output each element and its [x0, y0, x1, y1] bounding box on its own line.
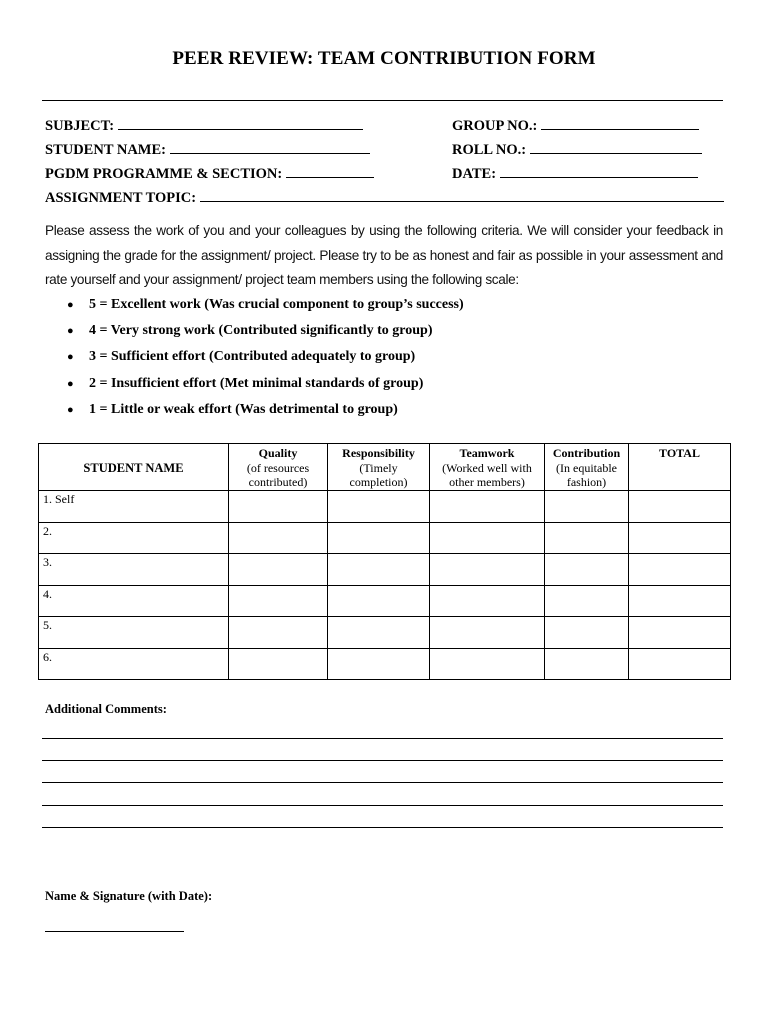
teamwork-cell[interactable] — [430, 648, 545, 680]
quality-cell[interactable] — [229, 617, 328, 649]
scale-item: ● 5 = Excellent work (Was crucial component to group’s success) — [67, 294, 464, 320]
comment-line[interactable] — [42, 782, 723, 783]
programme-fill-line[interactable] — [286, 165, 374, 178]
row-label: 6. — [39, 648, 229, 680]
instructions-text: Please assess the work of you and your colleagues by using the following criteria. We will consider your feedback in assigning the grade for the assignment/ project. Please try to be as honest and fair as possible in your assessment and rate yourself and your assignment/ project team members using the following scale: — [45, 223, 723, 287]
table-row — [39, 522, 731, 554]
table-header-row — [39, 444, 731, 491]
contribution-cell[interactable] — [545, 585, 629, 617]
contribution-cell[interactable] — [545, 617, 629, 649]
subject-field[interactable] — [45, 117, 363, 135]
scale-item: ● 1 = Little or weak effort (Was detrimental to group) — [67, 399, 464, 425]
scale-item: ● 3 = Sufficient effort (Contributed adequately to group) — [67, 346, 464, 372]
student-name-label: STUDENT NAME: — [45, 142, 166, 158]
comment-line[interactable] — [42, 760, 723, 761]
programme-field[interactable] — [45, 165, 374, 183]
student-name-field[interactable] — [45, 141, 370, 159]
teamwork-cell[interactable] — [430, 522, 545, 554]
table-row — [39, 554, 731, 586]
responsibility-cell[interactable] — [328, 491, 430, 523]
date-label: DATE: — [452, 166, 497, 182]
comment-line[interactable] — [42, 827, 723, 828]
bullet-icon: ● — [67, 351, 74, 364]
assignment-topic-fill-line[interactable] — [200, 189, 724, 202]
total-cell[interactable] — [629, 648, 731, 680]
teamwork-cell[interactable] — [430, 491, 545, 523]
quality-cell[interactable] — [229, 522, 328, 554]
date-fill-line[interactable] — [500, 165, 698, 178]
responsibility-cell[interactable] — [328, 585, 430, 617]
quality-cell[interactable] — [229, 648, 328, 680]
comment-line[interactable] — [42, 805, 723, 806]
bullet-icon: ● — [67, 403, 74, 416]
group-no-fill-line[interactable] — [541, 117, 699, 130]
bullet-icon: ● — [67, 325, 74, 338]
student-name-fill-line[interactable] — [170, 141, 370, 154]
bullet-icon: ● — [67, 299, 74, 311]
header-total: TOTAL — [629, 444, 731, 491]
group-no-label: GROUP NO.: — [452, 118, 538, 134]
group-no-field[interactable] — [452, 117, 699, 135]
roll-no-label: ROLL NO.: — [452, 142, 527, 158]
row-label: 2. — [39, 522, 229, 554]
signature-line[interactable] — [45, 931, 184, 932]
responsibility-cell[interactable] — [328, 554, 430, 586]
title-divider — [42, 100, 723, 101]
contribution-cell[interactable] — [545, 554, 629, 586]
total-cell[interactable] — [629, 617, 731, 649]
teamwork-cell[interactable] — [430, 554, 545, 586]
assignment-topic-label: ASSIGNMENT TOPIC: — [45, 190, 197, 206]
total-cell[interactable] — [629, 491, 731, 523]
header-quality: Quality (of resources contributed) — [229, 444, 328, 491]
teamwork-cell[interactable] — [430, 585, 545, 617]
header-contribution: Contribution (In equitable fashion) — [545, 444, 629, 491]
assignment-topic-field[interactable] — [45, 189, 724, 207]
roll-no-fill-line[interactable] — [530, 141, 702, 154]
subject-fill-line[interactable] — [118, 117, 363, 130]
responsibility-cell[interactable] — [328, 648, 430, 680]
date-field[interactable] — [452, 165, 698, 183]
teamwork-cell[interactable] — [430, 617, 545, 649]
total-cell[interactable] — [629, 585, 731, 617]
quality-cell[interactable] — [229, 554, 328, 586]
contribution-table — [38, 443, 731, 680]
row-label: 3. — [39, 554, 229, 586]
header-teamwork: Teamwork (Worked well with other members) — [430, 444, 545, 491]
page-title: PEER REVIEW: TEAM CONTRIBUTION FORM — [172, 48, 596, 69]
contribution-cell[interactable] — [545, 522, 629, 554]
contribution-cell[interactable] — [545, 648, 629, 680]
table-row — [39, 648, 731, 680]
row-label: 1. Self — [39, 491, 229, 523]
header-student-name: STUDENT NAME — [39, 444, 229, 491]
responsibility-cell[interactable] — [328, 522, 430, 554]
signature-label: Name & Signature (with Date): — [45, 889, 213, 903]
row-label: 4. — [39, 585, 229, 617]
quality-cell[interactable] — [229, 491, 328, 523]
scale-item: ● 4 = Very strong work (Contributed significantly to group) — [67, 320, 464, 346]
contribution-cell[interactable] — [545, 491, 629, 523]
comment-line[interactable] — [42, 738, 723, 739]
programme-label: PGDM PROGRAMME & SECTION: — [45, 166, 283, 182]
table-row — [39, 617, 731, 649]
row-label: 5. — [39, 617, 229, 649]
quality-cell[interactable] — [229, 585, 328, 617]
rating-scale-list — [67, 294, 464, 425]
total-cell[interactable] — [629, 522, 731, 554]
responsibility-cell[interactable] — [328, 617, 430, 649]
additional-comments-label: Additional Comments: — [45, 702, 167, 716]
bullet-icon: ● — [67, 377, 74, 390]
roll-no-field[interactable] — [452, 141, 702, 159]
subject-label: SUBJECT: — [45, 118, 115, 134]
total-cell[interactable] — [629, 554, 731, 586]
header-responsibility: Responsibility (Timely completion) — [328, 444, 430, 491]
table-row — [39, 585, 731, 617]
scale-item: ● 2 = Insufficient effort (Met minimal standards of group) — [67, 373, 464, 399]
table-row — [39, 491, 731, 523]
